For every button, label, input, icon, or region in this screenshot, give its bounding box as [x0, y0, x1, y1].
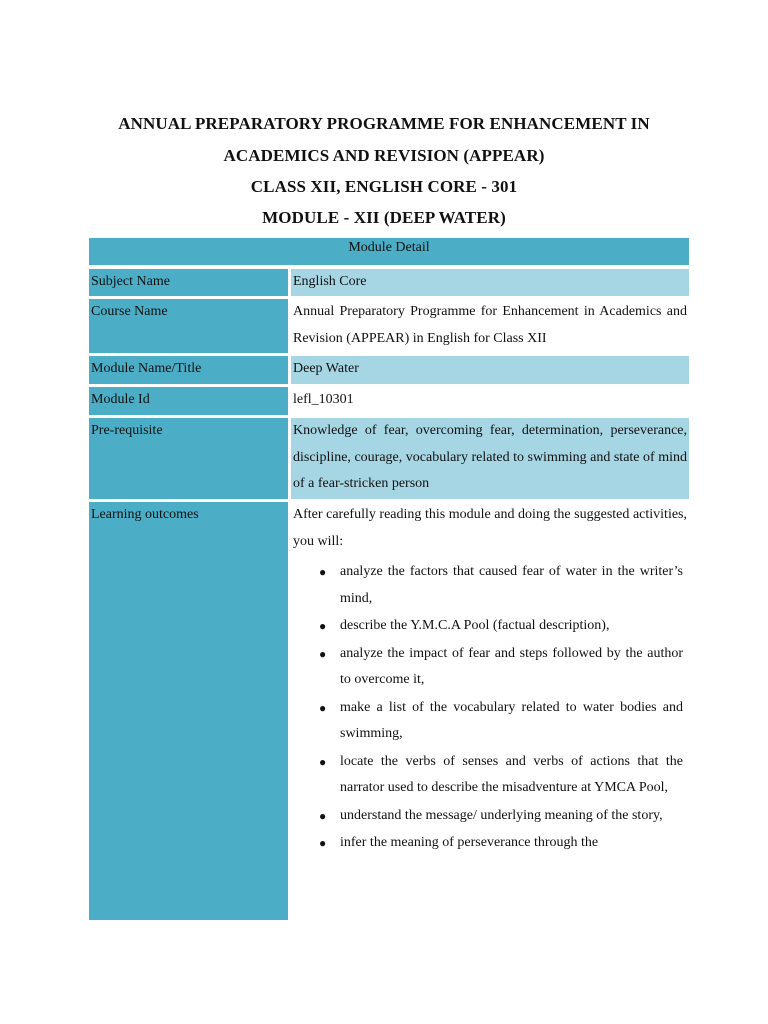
module-id-value: lefl_10301: [291, 387, 689, 415]
learning-outcomes-label: Learning outcomes: [89, 502, 288, 920]
list-item: ● analyze the factors that caused fear of water in the writer’s mind,: [340, 559, 687, 612]
bullet-icon: ●: [319, 646, 327, 661]
course-name-label: Course Name: [89, 299, 288, 353]
bullet-icon: ●: [319, 836, 327, 850]
bullet-icon: ●: [319, 700, 327, 715]
list-item: ● analyze the impact of fear and steps followed by the author to overcome it,: [340, 641, 687, 694]
learning-outcomes-intro: After carefully reading this module and doing the suggested activities, you will:: [293, 507, 687, 549]
module-name-value: Deep Water: [291, 356, 689, 384]
module-name-label: Module Name/Title: [89, 356, 288, 384]
module-id-label: Module Id: [89, 387, 288, 415]
list-item: ● describe the Y.M.C.A Pool (factual description),: [340, 613, 687, 640]
prerequisite-value: Knowledge of fear, overcoming fear, determination, perseverance, discipline, courage, vocabulary related to swimming and state of mind of a fear-stricken person: [291, 418, 689, 499]
subject-name-label: Subject Name: [89, 269, 288, 296]
document-title-line-1: ANNUAL PREPARATORY PROGRAMME FOR ENHANCEMENT IN: [118, 114, 650, 133]
list-item: ● make a list of the vocabulary related to water bodies and swimming,: [340, 695, 687, 748]
document-title-line-2: ACADEMICS AND REVISION (APPEAR): [223, 146, 545, 165]
list-item: ● understand the message/ underlying meaning of the story,: [340, 803, 687, 830]
learning-outcomes-list: [293, 559, 687, 857]
learning-outcomes-value: [291, 502, 689, 922]
class-subtitle: CLASS XII, ENGLISH CORE - 301: [250, 177, 518, 196]
list-item: ● locate the verbs of senses and verbs of actions that the narrator used to describe the misadventure at YMCA Pool,: [340, 749, 687, 802]
table-header: Module Detail: [89, 238, 689, 265]
bullet-icon: ●: [319, 808, 327, 823]
bullet-icon: ●: [319, 565, 327, 579]
module-title: MODULE - XII (DEEP WATER): [262, 208, 506, 227]
list-item: ● infer the meaning of perseverance through the: [340, 830, 687, 857]
prerequisite-label: Pre-requisite: [89, 418, 288, 499]
course-name-value: Annual Preparatory Programme for Enhancement in Academics and Revision (APPEAR) in English for Class XII: [291, 299, 689, 353]
bullet-icon: ●: [319, 754, 327, 769]
bullet-icon: ●: [319, 619, 327, 633]
subject-name-value: English Core: [291, 269, 689, 296]
